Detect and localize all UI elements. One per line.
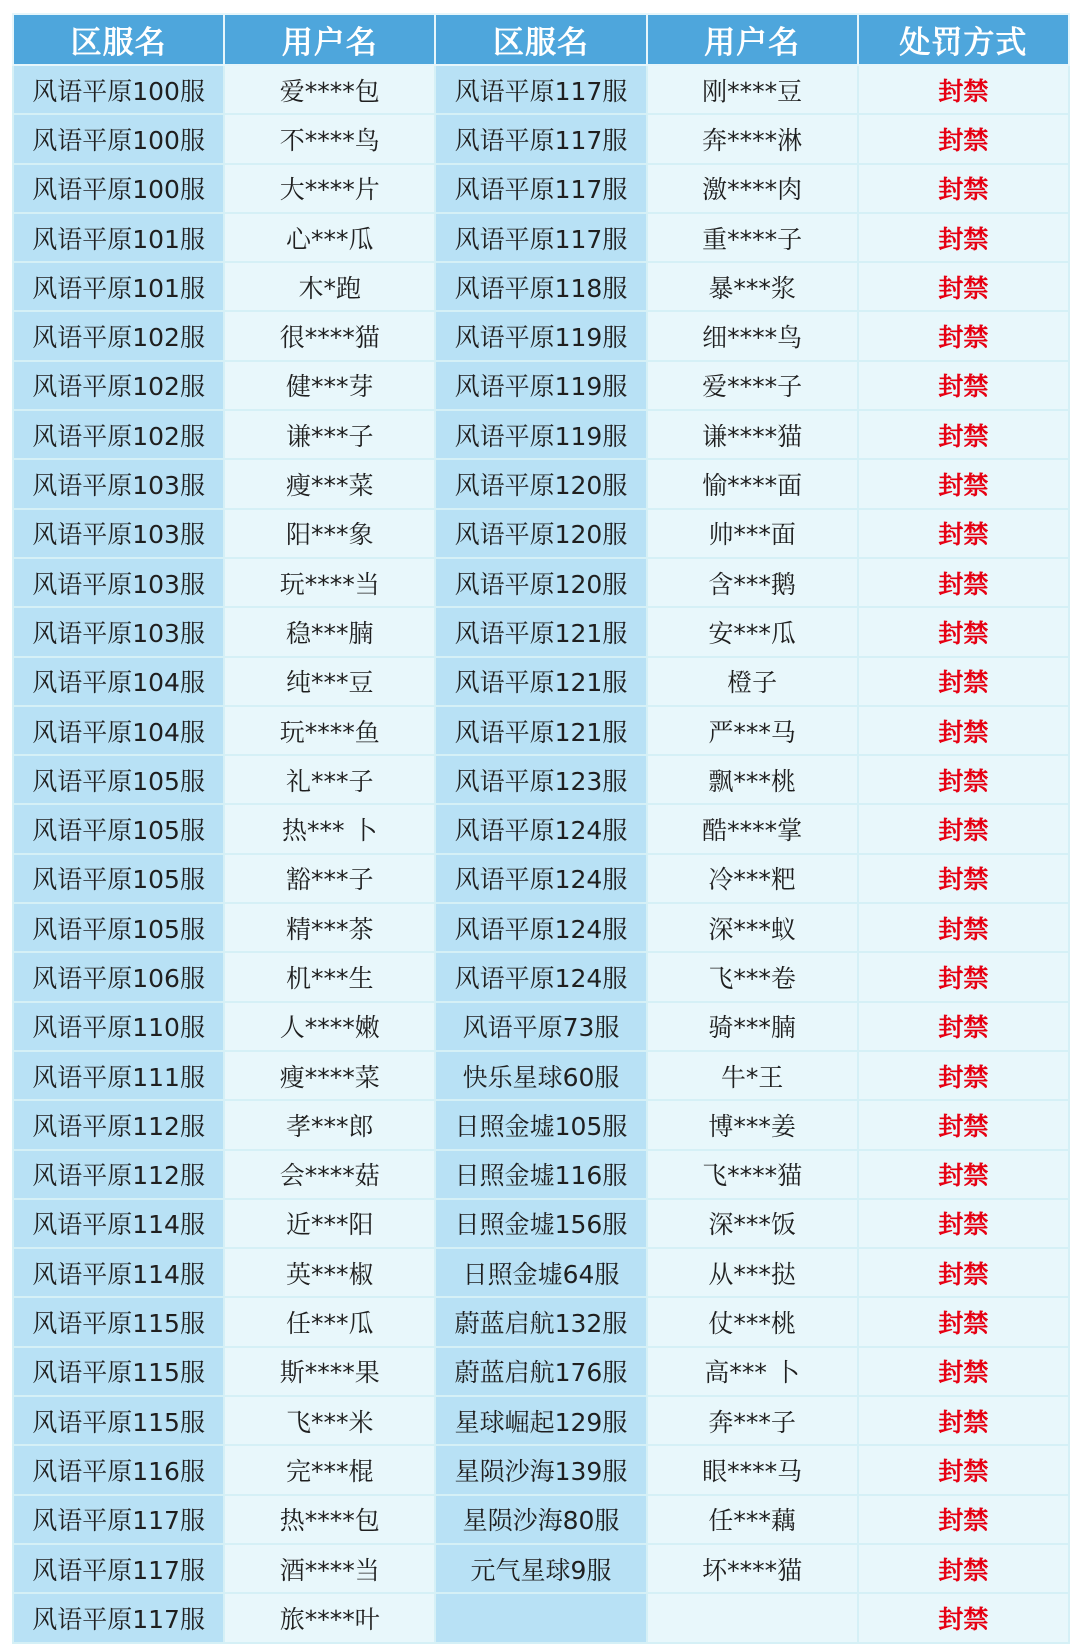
penalty-cell: 封禁 [858, 410, 1069, 459]
penalty-cell: 封禁 [858, 459, 1069, 508]
username-cell: 健***芽 [224, 361, 435, 410]
username-cell: 仗***桃 [647, 1297, 858, 1346]
server-cell: 风语平原115服 [13, 1347, 224, 1396]
username-cell: 暴***浆 [647, 262, 858, 311]
username-cell: 礼***子 [224, 755, 435, 804]
penalty-cell: 封禁 [858, 361, 1069, 410]
table-row [13, 657, 1069, 706]
table-row [13, 509, 1069, 558]
server-cell: 风语平原117服 [435, 114, 646, 163]
username-cell: 英***椒 [224, 1248, 435, 1297]
server-cell: 风语平原106服 [13, 952, 224, 1001]
ban-list-table [12, 13, 1070, 1644]
username-cell: 玩****鱼 [224, 706, 435, 755]
header-server-2: 区服名 [435, 14, 646, 65]
table-row [13, 1445, 1069, 1494]
server-cell: 风语平原117服 [435, 213, 646, 262]
table-row [13, 903, 1069, 952]
server-cell: 风语平原102服 [13, 311, 224, 360]
username-cell: 从***挞 [647, 1248, 858, 1297]
username-cell: 谦***子 [224, 410, 435, 459]
table-row [13, 804, 1069, 853]
penalty-cell: 封禁 [858, 1396, 1069, 1445]
server-cell: 风语平原104服 [13, 706, 224, 755]
table-row [13, 607, 1069, 656]
username-cell: 任***瓜 [224, 1297, 435, 1346]
username-cell: 斯****果 [224, 1347, 435, 1396]
username-cell: 木*跑 [224, 262, 435, 311]
header-username-2: 用户名 [647, 14, 858, 65]
server-cell [435, 1593, 646, 1642]
penalty-cell: 封禁 [858, 65, 1069, 114]
server-cell: 风语平原119服 [435, 361, 646, 410]
server-cell: 风语平原103服 [13, 558, 224, 607]
table-row [13, 755, 1069, 804]
username-cell: 细****鸟 [647, 311, 858, 360]
table-row [13, 1347, 1069, 1396]
penalty-cell: 封禁 [858, 262, 1069, 311]
username-cell: 重****子 [647, 213, 858, 262]
username-cell: 不****鸟 [224, 114, 435, 163]
server-cell: 风语平原121服 [435, 657, 646, 706]
penalty-cell: 封禁 [858, 114, 1069, 163]
penalty-cell: 封禁 [858, 1150, 1069, 1199]
server-cell: 日照金墟64服 [435, 1248, 646, 1297]
server-cell: 风语平原117服 [13, 1495, 224, 1544]
server-cell: 风语平原100服 [13, 65, 224, 114]
username-cell: 人****嫩 [224, 1002, 435, 1051]
username-cell [647, 1593, 858, 1642]
penalty-cell: 封禁 [858, 1199, 1069, 1248]
username-cell: 谦****猫 [647, 410, 858, 459]
server-cell: 风语平原123服 [435, 755, 646, 804]
server-cell: 风语平原105服 [13, 804, 224, 853]
username-cell: 稳***腩 [224, 607, 435, 656]
penalty-cell: 封禁 [858, 311, 1069, 360]
penalty-cell: 封禁 [858, 213, 1069, 262]
server-cell: 风语平原101服 [13, 262, 224, 311]
server-cell: 风语平原120服 [435, 459, 646, 508]
username-cell: 近***阳 [224, 1199, 435, 1248]
server-cell: 风语平原73服 [435, 1002, 646, 1051]
penalty-cell: 封禁 [858, 1100, 1069, 1149]
penalty-cell: 封禁 [858, 952, 1069, 1001]
penalty-cell: 封禁 [858, 804, 1069, 853]
table-row [13, 114, 1069, 163]
username-cell: 任***藕 [647, 1495, 858, 1544]
username-cell: 严***马 [647, 706, 858, 755]
server-cell: 元气星球9服 [435, 1544, 646, 1593]
server-cell: 风语平原101服 [13, 213, 224, 262]
username-cell: 飞****猫 [647, 1150, 858, 1199]
username-cell: 瘦***菜 [224, 459, 435, 508]
server-cell: 风语平原124服 [435, 854, 646, 903]
username-cell: 大****片 [224, 164, 435, 213]
server-cell: 风语平原117服 [13, 1544, 224, 1593]
table-row [13, 311, 1069, 360]
server-cell: 风语平原112服 [13, 1150, 224, 1199]
server-cell: 风语平原124服 [435, 804, 646, 853]
server-cell: 风语平原100服 [13, 114, 224, 163]
server-cell: 风语平原105服 [13, 854, 224, 903]
penalty-cell: 封禁 [858, 607, 1069, 656]
table-row [13, 213, 1069, 262]
penalty-cell: 封禁 [858, 164, 1069, 213]
server-cell: 风语平原119服 [435, 410, 646, 459]
server-cell: 风语平原120服 [435, 558, 646, 607]
username-cell: 奔****淋 [647, 114, 858, 163]
username-cell: 阳***象 [224, 509, 435, 558]
table-row [13, 1297, 1069, 1346]
server-cell: 风语平原102服 [13, 410, 224, 459]
server-cell: 风语平原111服 [13, 1051, 224, 1100]
header-penalty: 处罚方式 [858, 14, 1069, 65]
username-cell: 愉****面 [647, 459, 858, 508]
table-row [13, 1593, 1069, 1642]
table-row [13, 1100, 1069, 1149]
table-row [13, 361, 1069, 410]
table-row [13, 410, 1069, 459]
penalty-cell: 封禁 [858, 1544, 1069, 1593]
username-cell: 飞***米 [224, 1396, 435, 1445]
username-cell: 含***鹅 [647, 558, 858, 607]
table-row [13, 1544, 1069, 1593]
username-cell: 热*** 卜 [224, 804, 435, 853]
server-cell: 风语平原102服 [13, 361, 224, 410]
username-cell: 机***生 [224, 952, 435, 1001]
table-body [13, 65, 1069, 1643]
username-cell: 牛*王 [647, 1051, 858, 1100]
table-row [13, 1495, 1069, 1544]
username-cell: 刚****豆 [647, 65, 858, 114]
server-cell: 风语平原115服 [13, 1396, 224, 1445]
server-cell: 风语平原114服 [13, 1199, 224, 1248]
server-cell: 星陨沙海80服 [435, 1495, 646, 1544]
username-cell: 纯***豆 [224, 657, 435, 706]
username-cell: 飞***卷 [647, 952, 858, 1001]
server-cell: 风语平原117服 [435, 65, 646, 114]
table-row [13, 164, 1069, 213]
username-cell: 安***瓜 [647, 607, 858, 656]
server-cell: 风语平原105服 [13, 903, 224, 952]
penalty-cell: 封禁 [858, 854, 1069, 903]
header-server-1: 区服名 [13, 14, 224, 65]
username-cell: 橙子 [647, 657, 858, 706]
username-cell: 爱****包 [224, 65, 435, 114]
penalty-cell: 封禁 [858, 1002, 1069, 1051]
penalty-cell: 封禁 [858, 706, 1069, 755]
username-cell: 骑***腩 [647, 1002, 858, 1051]
server-cell: 蔚蓝启航132服 [435, 1297, 646, 1346]
username-cell: 帅***面 [647, 509, 858, 558]
server-cell: 风语平原114服 [13, 1248, 224, 1297]
table-row [13, 1199, 1069, 1248]
penalty-cell: 封禁 [858, 509, 1069, 558]
username-cell: 瘦****菜 [224, 1051, 435, 1100]
server-cell: 风语平原116服 [13, 1445, 224, 1494]
username-cell: 旅****叶 [224, 1593, 435, 1642]
server-cell: 星球崛起129服 [435, 1396, 646, 1445]
username-cell: 完***棍 [224, 1445, 435, 1494]
server-cell: 风语平原117服 [435, 164, 646, 213]
server-cell: 风语平原112服 [13, 1100, 224, 1149]
table-header-row [13, 14, 1069, 65]
username-cell: 很****猫 [224, 311, 435, 360]
username-cell: 深***蚁 [647, 903, 858, 952]
penalty-cell: 封禁 [858, 1445, 1069, 1494]
username-cell: 酷****掌 [647, 804, 858, 853]
username-cell: 高*** 卜 [647, 1347, 858, 1396]
server-cell: 风语平原100服 [13, 164, 224, 213]
username-cell: 深***饭 [647, 1199, 858, 1248]
username-cell: 心***瓜 [224, 213, 435, 262]
server-cell: 星陨沙海139服 [435, 1445, 646, 1494]
server-cell: 风语平原110服 [13, 1002, 224, 1051]
server-cell: 风语平原119服 [435, 311, 646, 360]
username-cell: 玩****当 [224, 558, 435, 607]
header-username-1: 用户名 [224, 14, 435, 65]
username-cell: 博***姜 [647, 1100, 858, 1149]
server-cell: 风语平原117服 [13, 1593, 224, 1642]
username-cell: 眼****马 [647, 1445, 858, 1494]
server-cell: 蔚蓝启航176服 [435, 1347, 646, 1396]
table-row [13, 1150, 1069, 1199]
server-cell: 风语平原120服 [435, 509, 646, 558]
penalty-cell: 封禁 [858, 1248, 1069, 1297]
penalty-cell: 封禁 [858, 1297, 1069, 1346]
table-row [13, 952, 1069, 1001]
table-row [13, 459, 1069, 508]
username-cell: 冷***粑 [647, 854, 858, 903]
server-cell: 日照金墟105服 [435, 1100, 646, 1149]
table-row [13, 558, 1069, 607]
penalty-cell: 封禁 [858, 903, 1069, 952]
username-cell: 会****菇 [224, 1150, 435, 1199]
server-cell: 日照金墟116服 [435, 1150, 646, 1199]
server-cell: 风语平原118服 [435, 262, 646, 311]
username-cell: 爱****子 [647, 361, 858, 410]
server-cell: 风语平原121服 [435, 706, 646, 755]
penalty-cell: 封禁 [858, 657, 1069, 706]
username-cell: 飘***桃 [647, 755, 858, 804]
table-row [13, 706, 1069, 755]
penalty-cell: 封禁 [858, 1593, 1069, 1642]
server-cell: 风语平原121服 [435, 607, 646, 656]
penalty-cell: 封禁 [858, 1495, 1069, 1544]
table-row [13, 65, 1069, 114]
server-cell: 日照金墟156服 [435, 1199, 646, 1248]
server-cell: 快乐星球60服 [435, 1051, 646, 1100]
server-cell: 风语平原103服 [13, 509, 224, 558]
username-cell: 精***茶 [224, 903, 435, 952]
table-row [13, 1051, 1069, 1100]
server-cell: 风语平原103服 [13, 607, 224, 656]
username-cell: 奔***子 [647, 1396, 858, 1445]
server-cell: 风语平原124服 [435, 903, 646, 952]
username-cell: 坏****猫 [647, 1544, 858, 1593]
penalty-cell: 封禁 [858, 1347, 1069, 1396]
server-cell: 风语平原115服 [13, 1297, 224, 1346]
username-cell: 热****包 [224, 1495, 435, 1544]
username-cell: 激****肉 [647, 164, 858, 213]
username-cell: 酒****当 [224, 1544, 435, 1593]
table-row [13, 854, 1069, 903]
table-row [13, 1396, 1069, 1445]
server-cell: 风语平原103服 [13, 459, 224, 508]
table-row [13, 1248, 1069, 1297]
penalty-cell: 封禁 [858, 1051, 1069, 1100]
penalty-cell: 封禁 [858, 558, 1069, 607]
username-cell: 豁***子 [224, 854, 435, 903]
table-row [13, 262, 1069, 311]
penalty-cell: 封禁 [858, 755, 1069, 804]
server-cell: 风语平原104服 [13, 657, 224, 706]
server-cell: 风语平原124服 [435, 952, 646, 1001]
server-cell: 风语平原105服 [13, 755, 224, 804]
username-cell: 孝***郎 [224, 1100, 435, 1149]
table-row [13, 1002, 1069, 1051]
